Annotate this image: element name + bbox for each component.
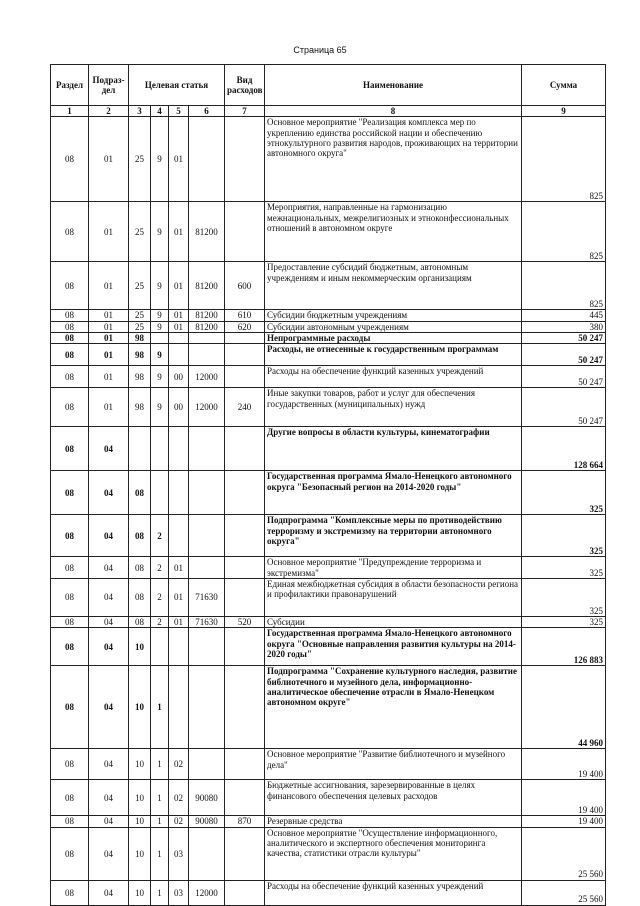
cell-tselevaya-1: 10 (129, 628, 151, 666)
cell-podrazdel: 04 (89, 471, 129, 515)
column-number: 6 (189, 106, 225, 117)
table-row (51, 827, 606, 880)
table-row (51, 366, 606, 388)
cell-podrazdel: 04 (89, 816, 129, 827)
cell-naimenovanie: Другие вопросы в области культуры, кинематографии (265, 427, 522, 471)
table-row (51, 666, 606, 749)
cell-razdel: 08 (51, 617, 89, 628)
column-number: 9 (522, 106, 606, 117)
cell-podrazdel: 04 (89, 427, 129, 471)
cell-summa: 126 883 (522, 628, 606, 666)
cell-naimenovanie: Расходы, не отнесенные к государственным программам (265, 344, 522, 366)
cell-vid-rashodov (225, 471, 265, 515)
cell-podrazdel: 04 (89, 780, 129, 816)
table-row (51, 262, 606, 310)
cell-naimenovanie: Иные закупки товаров, работ и услуг для обеспечения государственных (муниципальных) нужд (265, 388, 522, 427)
cell-vid-rashodov (225, 427, 265, 471)
cell-tselevaya-1: 98 (129, 366, 151, 388)
cell-razdel: 08 (51, 117, 89, 202)
cell-vid-rashodov (225, 366, 265, 388)
header-summa: Сумма (522, 65, 606, 106)
cell-naimenovanie: Субсидии (265, 617, 522, 628)
table-row (51, 333, 606, 344)
cell-tselevaya-4 (189, 749, 225, 780)
cell-tselevaya-1: 98 (129, 344, 151, 366)
cell-vid-rashodov: 610 (225, 310, 265, 321)
cell-razdel: 08 (51, 666, 89, 749)
cell-vid-rashodov (225, 628, 265, 666)
cell-naimenovanie: Бюджетные ассигнования, зарезервированные в целях финансового обеспечения целевых расходов (265, 780, 522, 816)
cell-summa: 825 (522, 202, 606, 262)
cell-tselevaya-2: 9 (151, 321, 169, 332)
cell-vid-rashodov: 240 (225, 388, 265, 427)
cell-tselevaya-3: 01 (169, 579, 189, 617)
cell-tselevaya-1: 25 (129, 117, 151, 202)
cell-naimenovanie: Подпрограмма "Комплексные меры по противодействию терроризму и экстремизму на территории автономного округа" (265, 515, 522, 557)
cell-summa: 25 560 (522, 827, 606, 880)
cell-tselevaya-3: 01 (169, 117, 189, 202)
cell-tselevaya-4: 81200 (189, 262, 225, 310)
table-row (51, 628, 606, 666)
table-row (51, 880, 606, 905)
table-row (51, 117, 606, 202)
table-row (51, 515, 606, 557)
cell-podrazdel: 04 (89, 617, 129, 628)
column-number-row (51, 106, 606, 117)
cell-tselevaya-4: 90080 (189, 816, 225, 827)
cell-naimenovanie: Государственная программа Ямало-Ненецкого автономного округа "Безопасный регион на 2014-2020 годы" (265, 471, 522, 515)
cell-naimenovanie: Непрограммные расходы (265, 333, 522, 344)
cell-podrazdel: 01 (89, 388, 129, 427)
cell-tselevaya-4 (189, 827, 225, 880)
table-row (51, 816, 606, 827)
cell-tselevaya-3 (169, 666, 189, 749)
table-row (51, 749, 606, 780)
table-row (51, 579, 606, 617)
table-row (51, 427, 606, 471)
table-row (51, 321, 606, 332)
cell-summa: 19 400 (522, 816, 606, 827)
cell-tselevaya-3: 01 (169, 262, 189, 310)
cell-vid-rashodov (225, 749, 265, 780)
cell-tselevaya-4: 81200 (189, 321, 225, 332)
cell-tselevaya-4: 12000 (189, 388, 225, 427)
cell-razdel: 08 (51, 880, 89, 905)
cell-tselevaya-1: 25 (129, 202, 151, 262)
cell-podrazdel: 01 (89, 117, 129, 202)
column-number: 5 (169, 106, 189, 117)
cell-razdel: 08 (51, 262, 89, 310)
cell-naimenovanie: Резервные средства (265, 816, 522, 827)
cell-tselevaya-2: 1 (151, 666, 169, 749)
cell-tselevaya-2 (151, 471, 169, 515)
cell-tselevaya-4 (189, 628, 225, 666)
cell-razdel: 08 (51, 321, 89, 332)
cell-tselevaya-3 (169, 344, 189, 366)
budget-table-body (51, 117, 606, 905)
cell-tselevaya-3: 03 (169, 827, 189, 880)
cell-razdel: 08 (51, 628, 89, 666)
cell-razdel: 08 (51, 515, 89, 557)
cell-tselevaya-3: 02 (169, 780, 189, 816)
cell-tselevaya-3 (169, 515, 189, 557)
cell-vid-rashodov (225, 666, 265, 749)
cell-tselevaya-4: 71630 (189, 617, 225, 628)
cell-tselevaya-3: 00 (169, 388, 189, 427)
cell-tselevaya-3: 01 (169, 557, 189, 579)
cell-naimenovanie: Основное мероприятие "Реализация комплекса мер по укреплению единства российской нации и обеспечению этнокультурного развития народов, проживающих на территории автономного округа" (265, 117, 522, 202)
cell-tselevaya-3: 02 (169, 749, 189, 780)
cell-tselevaya-2: 2 (151, 557, 169, 579)
cell-tselevaya-4: 71630 (189, 579, 225, 617)
header-tselevaya-statya: Целевая статья (129, 65, 225, 106)
cell-razdel: 08 (51, 344, 89, 366)
cell-tselevaya-4 (189, 344, 225, 366)
cell-summa: 825 (522, 262, 606, 310)
cell-vid-rashodov (225, 557, 265, 579)
header-razdel: Раздел (51, 65, 89, 106)
cell-razdel: 08 (51, 333, 89, 344)
cell-summa: 325 (522, 557, 606, 579)
cell-tselevaya-2: 9 (151, 117, 169, 202)
cell-tselevaya-2: 9 (151, 262, 169, 310)
cell-tselevaya-4: 12000 (189, 880, 225, 905)
table-row (51, 557, 606, 579)
column-number: 1 (51, 106, 89, 117)
cell-vid-rashodov (225, 880, 265, 905)
cell-vid-rashodov: 870 (225, 816, 265, 827)
table-row (51, 617, 606, 628)
cell-tselevaya-2: 1 (151, 827, 169, 880)
cell-vid-rashodov: 520 (225, 617, 265, 628)
cell-tselevaya-1: 10 (129, 749, 151, 780)
table-row (51, 344, 606, 366)
cell-razdel: 08 (51, 827, 89, 880)
header-row (51, 65, 606, 106)
cell-podrazdel: 04 (89, 515, 129, 557)
cell-razdel: 08 (51, 579, 89, 617)
cell-razdel: 08 (51, 366, 89, 388)
cell-naimenovanie: Государственная программа Ямало-Ненецкого автономного округа "Основные направления развития культуры на 2014-2020 годы" (265, 628, 522, 666)
cell-tselevaya-3: 00 (169, 366, 189, 388)
cell-tselevaya-2: 2 (151, 579, 169, 617)
cell-summa: 380 (522, 321, 606, 332)
cell-tselevaya-2 (151, 628, 169, 666)
cell-vid-rashodov (225, 333, 265, 344)
cell-summa: 325 (522, 579, 606, 617)
cell-tselevaya-3: 02 (169, 816, 189, 827)
cell-razdel: 08 (51, 557, 89, 579)
cell-podrazdel: 04 (89, 666, 129, 749)
cell-tselevaya-1: 08 (129, 579, 151, 617)
budget-table (50, 64, 606, 906)
cell-tselevaya-1: 08 (129, 617, 151, 628)
cell-tselevaya-1: 10 (129, 880, 151, 905)
cell-podrazdel: 01 (89, 310, 129, 321)
cell-summa: 445 (522, 310, 606, 321)
cell-tselevaya-2: 1 (151, 880, 169, 905)
table-row (51, 202, 606, 262)
cell-tselevaya-4: 12000 (189, 366, 225, 388)
cell-tselevaya-1: 10 (129, 780, 151, 816)
header-naimenovanie: Наименование (265, 65, 522, 106)
cell-tselevaya-1: 25 (129, 310, 151, 321)
cell-tselevaya-4: 81200 (189, 202, 225, 262)
cell-summa: 325 (522, 617, 606, 628)
cell-podrazdel: 04 (89, 880, 129, 905)
cell-summa: 50 247 (522, 366, 606, 388)
cell-naimenovanie: Основное мероприятие "Осуществление информационного, аналитического и экспертного обеспечения мониторинга качества, статистики отрасли культуры" (265, 827, 522, 880)
cell-tselevaya-2: 9 (151, 388, 169, 427)
cell-tselevaya-1: 10 (129, 666, 151, 749)
cell-tselevaya-4: 90080 (189, 780, 225, 816)
cell-tselevaya-3 (169, 333, 189, 344)
page-number: Страница 65 (293, 45, 347, 55)
cell-vid-rashodov (225, 515, 265, 557)
cell-summa: 25 560 (522, 880, 606, 905)
cell-naimenovanie: Единая межбюджетная субсидия в области безопасности региона и профилактики правонарушений (265, 579, 522, 617)
cell-naimenovanie: Подпрограмма "Сохранение культурного наследия, развитие библиотечного и музейного дела, информационно-аналитическое обеспечение отрасли в Ямало-Ненецком автономном округе" (265, 666, 522, 749)
column-number: 2 (89, 106, 129, 117)
cell-tselevaya-2: 9 (151, 202, 169, 262)
cell-podrazdel: 01 (89, 333, 129, 344)
cell-razdel: 08 (51, 202, 89, 262)
cell-summa: 19 400 (522, 780, 606, 816)
cell-naimenovanie: Основное мероприятие "Предупреждение терроризма и экстремизма" (265, 557, 522, 579)
cell-summa: 325 (522, 515, 606, 557)
cell-tselevaya-3: 01 (169, 202, 189, 262)
cell-podrazdel: 04 (89, 628, 129, 666)
cell-tselevaya-2: 1 (151, 780, 169, 816)
cell-razdel: 08 (51, 310, 89, 321)
cell-razdel: 08 (51, 780, 89, 816)
cell-summa: 128 664 (522, 427, 606, 471)
cell-summa: 19 400 (522, 749, 606, 780)
cell-tselevaya-1: 08 (129, 471, 151, 515)
cell-summa: 50 247 (522, 344, 606, 366)
cell-tselevaya-1: 10 (129, 816, 151, 827)
cell-summa: 44 960 (522, 666, 606, 749)
cell-podrazdel: 04 (89, 579, 129, 617)
cell-tselevaya-4: 81200 (189, 310, 225, 321)
cell-tselevaya-3: 01 (169, 617, 189, 628)
cell-vid-rashodov (225, 202, 265, 262)
cell-podrazdel: 01 (89, 366, 129, 388)
header-podrazdel (89, 65, 129, 106)
cell-tselevaya-3 (169, 628, 189, 666)
cell-tselevaya-1: 98 (129, 388, 151, 427)
cell-vid-rashodov (225, 117, 265, 202)
cell-tselevaya-2: 9 (151, 344, 169, 366)
cell-vid-rashodov: 600 (225, 262, 265, 310)
column-number: 8 (265, 106, 522, 117)
cell-tselevaya-3: 01 (169, 321, 189, 332)
cell-vid-rashodov (225, 827, 265, 880)
cell-tselevaya-2: 9 (151, 310, 169, 321)
table-row (51, 780, 606, 816)
header-podrazdel-text: Подраз- дел (92, 74, 125, 95)
cell-tselevaya-4 (189, 515, 225, 557)
cell-podrazdel: 04 (89, 557, 129, 579)
cell-naimenovanie: Основное мероприятие "Развитие библиотечного и музейного дела" (265, 749, 522, 780)
cell-tselevaya-1: 25 (129, 262, 151, 310)
cell-tselevaya-4 (189, 117, 225, 202)
cell-tselevaya-4 (189, 471, 225, 515)
cell-tselevaya-1: 08 (129, 557, 151, 579)
cell-tselevaya-3 (169, 471, 189, 515)
cell-naimenovanie: Расходы на обеспечение функций казенных учреждений (265, 880, 522, 905)
cell-naimenovanie: Субсидии бюджетным учреждениям (265, 310, 522, 321)
cell-vid-rashodov: 620 (225, 321, 265, 332)
cell-tselevaya-3: 01 (169, 310, 189, 321)
cell-tselevaya-4 (189, 666, 225, 749)
column-number: 7 (225, 106, 265, 117)
cell-summa: 50 247 (522, 388, 606, 427)
cell-tselevaya-2 (151, 333, 169, 344)
cell-vid-rashodov (225, 344, 265, 366)
cell-tselevaya-2: 9 (151, 366, 169, 388)
cell-podrazdel: 04 (89, 749, 129, 780)
cell-razdel: 08 (51, 749, 89, 780)
cell-tselevaya-2: 2 (151, 515, 169, 557)
cell-naimenovanie: Субсидии автономным учреждениям (265, 321, 522, 332)
cell-tselevaya-1: 98 (129, 333, 151, 344)
cell-tselevaya-4 (189, 333, 225, 344)
cell-tselevaya-2 (151, 427, 169, 471)
cell-tselevaya-3 (169, 427, 189, 471)
cell-vid-rashodov (225, 780, 265, 816)
cell-tselevaya-1: 25 (129, 321, 151, 332)
cell-naimenovanie: Предоставление субсидий бюджетным, автономным учреждениям и иным некоммерческим организациям (265, 262, 522, 310)
cell-summa: 50 247 (522, 333, 606, 344)
table-row (51, 471, 606, 515)
cell-summa: 825 (522, 117, 606, 202)
cell-tselevaya-2: 2 (151, 617, 169, 628)
header-vid-rashodov: Вид расходов (225, 65, 265, 106)
table-row (51, 388, 606, 427)
cell-razdel: 08 (51, 388, 89, 427)
cell-naimenovanie: Мероприятия, направленные на гармонизацию межнациональных, межрелигиозных и этноконфессиональных отношений в автономном округе (265, 202, 522, 262)
column-number: 4 (151, 106, 169, 117)
cell-razdel: 08 (51, 471, 89, 515)
cell-podrazdel: 01 (89, 202, 129, 262)
cell-podrazdel: 01 (89, 262, 129, 310)
table-row (51, 310, 606, 321)
cell-vid-rashodov (225, 579, 265, 617)
cell-summa: 325 (522, 471, 606, 515)
cell-tselevaya-1: 08 (129, 515, 151, 557)
cell-tselevaya-4 (189, 427, 225, 471)
cell-tselevaya-2: 1 (151, 816, 169, 827)
cell-naimenovanie: Расходы на обеспечение функций казенных учреждений (265, 366, 522, 388)
cell-podrazdel: 01 (89, 344, 129, 366)
cell-podrazdel: 04 (89, 827, 129, 880)
cell-razdel: 08 (51, 427, 89, 471)
cell-tselevaya-1: 10 (129, 827, 151, 880)
cell-podrazdel: 01 (89, 321, 129, 332)
cell-tselevaya-2: 1 (151, 749, 169, 780)
cell-tselevaya-3: 03 (169, 880, 189, 905)
cell-tselevaya-4 (189, 557, 225, 579)
cell-razdel: 08 (51, 816, 89, 827)
column-number: 3 (129, 106, 151, 117)
cell-tselevaya-1 (129, 427, 151, 471)
